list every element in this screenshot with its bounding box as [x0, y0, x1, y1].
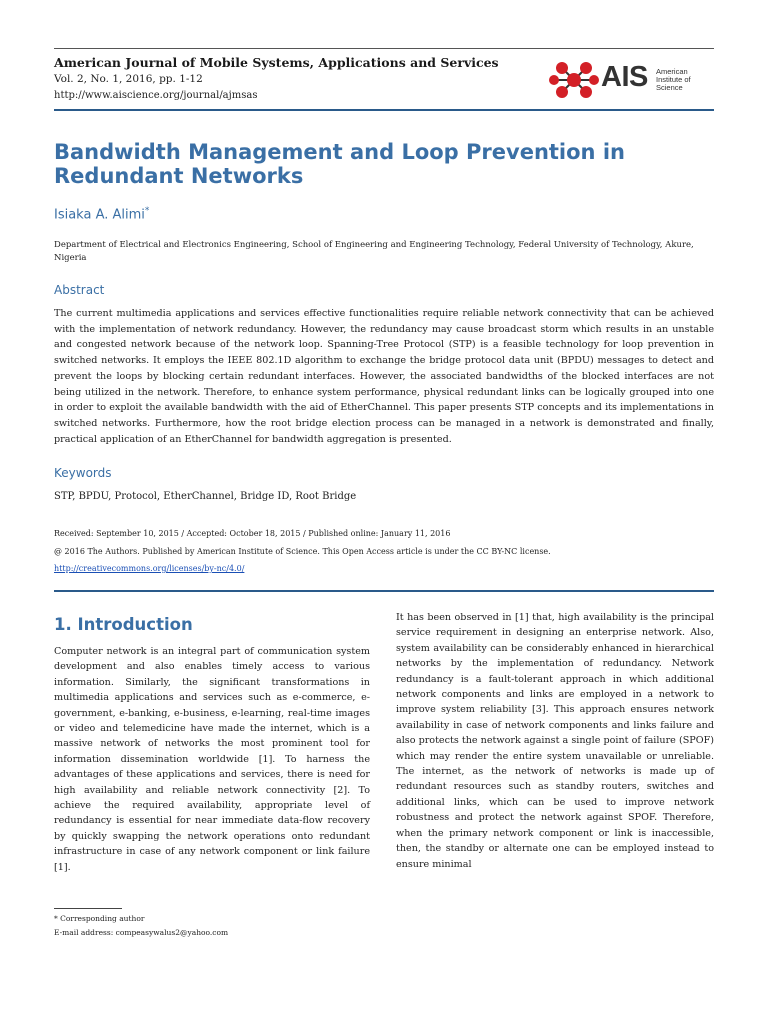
- footnote-rule: [54, 908, 122, 909]
- footnote-email: E-mail address: compeasywalus2@yahoo.com: [54, 928, 229, 937]
- abstract-text: The current multimedia applications and services effective functionalities require reliable network connectivity that can be achieved with the implementation of network redundancy. However, the redundancy may cause broadcast storm which results in an unstable and congested network because of the network loop. Spanning-Tree Protocol (STP) is a feasible technology for loop prevention in switched networks. It employs the IEEE 802.1D algorithm to exchange the bridge protocol data unit (BPDU) messages to detect and prevent the loops by blocking certain redundant interfaces. However, the associated bandwidths of the blocked interfaces are not being utilized in the network. Therefore, to enhance system performance, physical redundant links can be logically grouped into one in order to exploit the available bandwidth with the aid of EtherChannel. This paper presents STP concepts and its implementations in switched networks. Furthermore, how the root bridge election process can be managed in a network is demonstrated and finally, practical application of an EtherChannel for bandwidth aggregation is presented.: [54, 308, 714, 445]
- header-top-rule: [54, 48, 714, 49]
- affiliation: Department of Electrical and Electronics Engineering, School of Engineering and Engineering Technology, Federal University of Technology, Akure, Nigeria: [54, 240, 694, 263]
- introduction-heading: 1. Introduction: [54, 615, 193, 634]
- journal-url[interactable]: http://www.aiscience.org/journal/ajmsas: [54, 90, 258, 101]
- journal-name: American Journal of Mobile Systems, Applications and Services: [54, 55, 499, 70]
- section-divider: [54, 590, 714, 592]
- abstract-heading: Abstract: [54, 283, 105, 297]
- keywords-heading: Keywords: [54, 466, 112, 480]
- journal-volume: Vol. 2, No. 1, 2016, pp. 1-12: [54, 73, 203, 85]
- logo-subtitle-line: Institute of: [656, 75, 691, 84]
- logo-subtitle-line: American: [656, 67, 688, 76]
- logo-subtitle: [656, 68, 716, 92]
- author-name: Isiaka A. Alimi: [54, 207, 145, 223]
- corresponding-mark: *: [144, 206, 150, 216]
- logo-text: AIS: [601, 61, 648, 93]
- footnote-corresponding: * Corresponding author: [54, 914, 145, 923]
- publication-dates: Received: September 10, 2015 / Accepted: October 18, 2015 / Published online: January 11, 2016: [54, 529, 451, 538]
- ais-logo: [548, 58, 718, 102]
- license-text: @ 2016 The Authors. Published by American Institute of Science. This Open Access article is under the CC BY-NC license.: [54, 547, 551, 556]
- body-right-column: It has been observed in [1] that, high availability is the principal service requirement in designing an enterprise network. Also, system availability can be considerably enhanced in hierarchical networks by the implementation of redundancy. Network redundancy is a fault-tolerant approach in which additional network components and links are employed in a network to improve system reliability [3]. This approach ensures network availability in case of network components and links failure and also protects the network against a single point of failure (SPOF) which may render the entire system unavailable or unreliable. The internet, as the network of networks is made up of redundant resources such as standby routers, switches and additional links, which can be used to improve network robustness and protect the network against SPOF. Therefore, when the primary network component or link is inaccessible, then, the standby or alternate one can be employed instead to ensure minimal: [396, 612, 714, 870]
- body-left-column: Computer network is an integral part of communication system development and also enables timely access to various information. Similarly, the significant transformations in multimedia applications and services such as e-commerce, e-government, e-banking, e-business, e-learning, real-time images or video and telemedicine have made the internet, which is a massive network of networks the most prominent tool for information dissemination worldwide [1]. To harness the advantages of these applications and services, there is need for high availability and reliable network connectivity [2]. To achieve the required availability, appropriate level of redundancy is essential for near immediate data-flow recovery by quickly swapping the network operations onto redundant infrastructure in case of any network component or link failure [1].: [54, 646, 370, 873]
- license-link[interactable]: http://creativecommons.org/licenses/by-nc/4.0/: [54, 564, 245, 573]
- keywords-text: STP, BPDU, Protocol, EtherChannel, Bridge ID, Root Bridge: [54, 491, 357, 502]
- article-title: Bandwidth Management and Loop Prevention in Redundant Networks: [54, 140, 625, 188]
- header-divider: [54, 109, 714, 111]
- logo-subtitle-line: Science: [656, 83, 683, 92]
- author-line: [54, 206, 149, 222]
- ais-logo-icon: [548, 58, 600, 102]
